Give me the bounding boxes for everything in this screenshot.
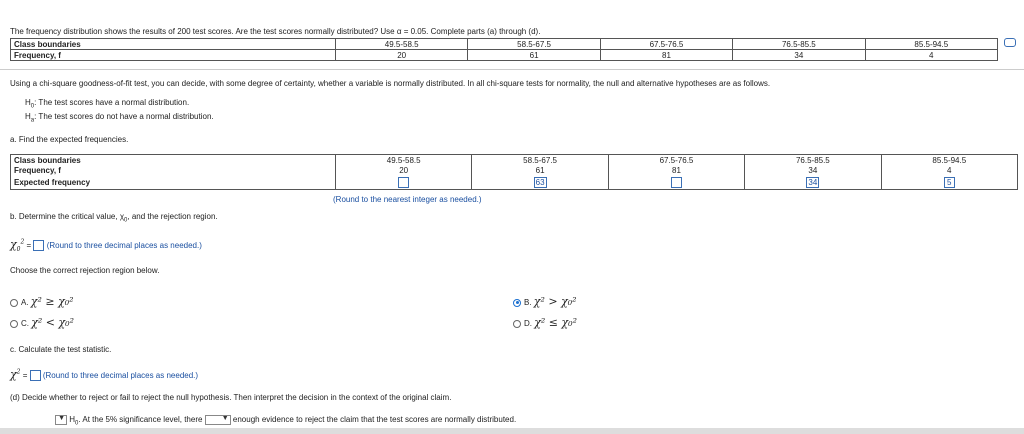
table-cell: 49.5-58.5 (336, 39, 468, 50)
table-row-label: Expected frequency (11, 175, 336, 190)
table-row-label: Class boundaries (11, 39, 336, 50)
table-cell: 20 (336, 165, 472, 175)
intro-text: The frequency distribution shows the results of 200 test scores. Are the test scores normally distributed? Use α = 0.05. Complete parts (a) through (d). (10, 27, 541, 36)
table-cell: 67.5-76.5 (608, 155, 744, 166)
table-row (11, 39, 998, 50)
round-note: (Round to the nearest integer as needed.) (333, 195, 482, 204)
part-a-heading: a. Find the expected frequencies. (10, 135, 129, 144)
table-cell: 58.5-67.5 (472, 155, 608, 166)
expected-cell (608, 175, 744, 190)
table-cell: 34 (733, 50, 865, 61)
table-row (11, 165, 1018, 175)
choose-text: Choose the correct rejection region below. (10, 266, 160, 275)
frequency-table (10, 38, 998, 61)
option-expression: χ² > χ₀² (533, 295, 577, 308)
table-cell: 85.5-94.5 (865, 39, 997, 50)
expected-input-4[interactable]: 34 (808, 177, 818, 187)
radio-option-c[interactable] (10, 320, 18, 328)
expected-frequency-table (10, 154, 1018, 190)
copy-data-icon[interactable] (1004, 38, 1016, 47)
table-row-label: Frequency, f (11, 165, 336, 175)
expected-input-3[interactable] (671, 177, 682, 188)
radio-option-d[interactable] (513, 320, 521, 328)
option-expression: χ² ≤ χ₀² (534, 316, 578, 329)
expected-cell (745, 175, 881, 190)
test-statistic-row: $\chi^2$ = (Round to three decimal places as needed.) (10, 368, 199, 381)
table-cell: 85.5-94.5 (881, 155, 1017, 166)
round-note: (Round to three decimal places as needed.) (46, 241, 202, 250)
divider (0, 69, 1024, 70)
decision-row: ▼ $H_0$. At the 5% significance level, there ▼ enough evidence to reject the claim that the test scores are normally distributed. (55, 415, 516, 427)
critical-value-row: $\chi_0^2$ = (Round to three decimal places as needed.) (10, 238, 202, 254)
expected-input-2[interactable]: 63 (535, 177, 545, 187)
option-a[interactable]: A. χ² ≥ χ₀² (10, 295, 74, 308)
expected-cell (336, 175, 472, 190)
chi-square-symbol: $\chi_0^2$ (10, 238, 25, 254)
table-cell: 61 (468, 50, 600, 61)
table-cell: 81 (600, 50, 732, 61)
radio-option-a[interactable] (10, 299, 18, 307)
expected-cell (881, 175, 1017, 190)
expected-input-1[interactable] (398, 177, 409, 188)
table-cell: 20 (336, 50, 468, 61)
table-cell: 58.5-67.5 (468, 39, 600, 50)
table-row-label: Class boundaries (11, 155, 336, 166)
expected-cell (472, 175, 608, 190)
part-b-heading: b. Determine the critical value, $\chi_0$, and the rejection region. (10, 212, 218, 224)
null-hypothesis: $H_0$: The test scores have a normal distribution. (25, 98, 190, 110)
table-cell: 76.5-85.5 (745, 155, 881, 166)
alt-hypothesis: $H_a$: The test scores do not have a normal distribution. (25, 112, 214, 124)
table-cell: 34 (745, 165, 881, 175)
radio-option-b[interactable] (513, 299, 521, 307)
table-cell: 4 (865, 50, 997, 61)
table-cell: 4 (881, 165, 1017, 175)
table-cell: 76.5-85.5 (733, 39, 865, 50)
test-statistic-input[interactable] (30, 370, 41, 381)
part-d-heading: (d) Decide whether to reject or fail to reject the null hypothesis. Then interpret the decision in the context of the original claim. (10, 393, 452, 402)
table-row-label: Frequency, f (11, 50, 336, 61)
reject-decision-dropdown[interactable] (55, 415, 67, 425)
table-cell: 61 (472, 165, 608, 175)
table-row (11, 155, 1018, 166)
table-row (11, 175, 1018, 190)
expected-input-5[interactable]: 5 (944, 177, 955, 188)
table-row (11, 50, 998, 61)
table-cell: 81 (608, 165, 744, 175)
round-note: (Round to three decimal places as needed.) (42, 371, 199, 380)
option-b[interactable]: B. χ² > χ₀² (513, 295, 577, 308)
table-cell: 67.5-76.5 (600, 39, 732, 50)
chi-intro-text: Using a chi-square goodness-of-fit test, you can decide, with some degree of certainty, whether a variable is normally distributed. In all chi-square tests for normality, the null and alternative hypotheses are as follows. (10, 79, 771, 88)
chi-square-symbol: $\chi^2$ (10, 368, 21, 381)
option-expression: χ² ≥ χ₀² (30, 295, 74, 308)
option-expression: χ² < χ₀² (31, 316, 75, 329)
option-d[interactable]: D. χ² ≤ χ₀² (513, 316, 577, 329)
evidence-dropdown[interactable] (205, 415, 231, 425)
table-cell: 49.5-58.5 (336, 155, 472, 166)
part-c-heading: c. Calculate the test statistic. (10, 345, 112, 354)
critical-value-input[interactable] (33, 240, 44, 251)
horizontal-scrollbar[interactable] (0, 428, 1024, 434)
option-c[interactable]: C. χ² < χ₀² (10, 316, 74, 329)
